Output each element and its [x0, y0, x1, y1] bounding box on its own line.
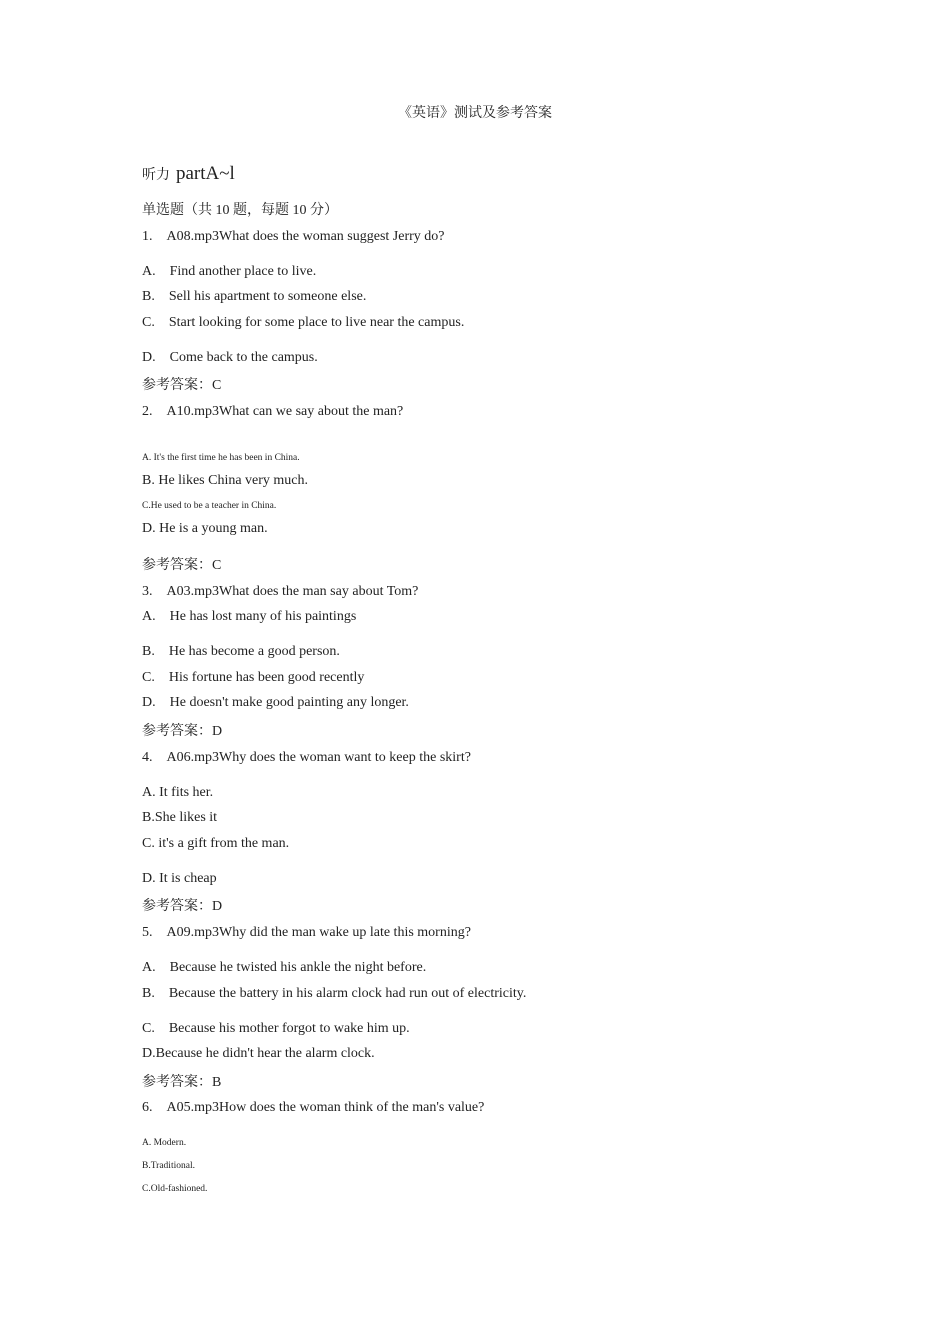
option: B. Because the battery in his alarm clock had run out of electricity.	[142, 986, 527, 1001]
answer: 参考答案：B	[142, 1075, 222, 1090]
question-stem: 3. A03.mp3What does the man say about Tom?	[142, 584, 419, 599]
option: D. Come back to the campus.	[142, 350, 318, 365]
option: D. He is a young man.	[142, 521, 268, 536]
option: C.He used to be a teacher in China.	[142, 501, 277, 511]
question-stem: 5. A09.mp3Why did the man wake up late this morning?	[142, 925, 471, 940]
option: D. It is cheap	[142, 871, 217, 886]
question-stem: 2. A10.mp3What can we say about the man?	[142, 404, 404, 419]
option: A. Modern.	[142, 1138, 187, 1148]
section-heading	[142, 165, 235, 185]
answer: 参考答案：D	[142, 899, 223, 914]
question-stem: 6. A05.mp3How does the woman think of the man's value?	[142, 1100, 485, 1115]
option: C.Old-fashioned.	[142, 1184, 208, 1194]
option: C. Start looking for some place to live near the campus.	[142, 315, 465, 330]
answer: 参考答案：C	[142, 378, 222, 393]
option: A. Because he twisted his ankle the night before.	[142, 960, 427, 975]
option: D.Because he didn't hear the alarm clock.	[142, 1046, 375, 1061]
option: B. Sell his apartment to someone else.	[142, 289, 367, 304]
option: A. It's the first time he has been in China.	[142, 453, 300, 463]
option: B.Traditional.	[142, 1161, 195, 1171]
option: D. He doesn't make good painting any longer.	[142, 695, 409, 710]
option: B. He has become a good person.	[142, 644, 340, 659]
option: A. It fits her.	[142, 785, 214, 800]
option: A. Find another place to live.	[142, 264, 317, 279]
answer: 参考答案：D	[142, 724, 223, 739]
option: C. Because his mother forgot to wake him up.	[142, 1021, 410, 1036]
option: C. His fortune has been good recently	[142, 670, 365, 685]
option: A. He has lost many of his paintings	[142, 609, 357, 624]
question-stem: 1. A08.mp3What does the woman suggest Jerry do?	[142, 229, 445, 244]
option: B. He likes China very much.	[142, 473, 309, 488]
answer: 参考答案：C	[142, 558, 222, 573]
question-stem: 4. A06.mp3Why does the woman want to keep the skirt?	[142, 750, 471, 765]
section-name: partA~l	[176, 163, 235, 184]
option: C. it's a gift from the man.	[142, 836, 290, 851]
question-type-label: 单选题（共 10 题，每题 10 分）	[142, 203, 338, 218]
section-prefix: 听力	[142, 168, 170, 183]
option: B.She likes it	[142, 810, 218, 825]
document-title: 《英语》测试及参考答案	[398, 106, 552, 121]
